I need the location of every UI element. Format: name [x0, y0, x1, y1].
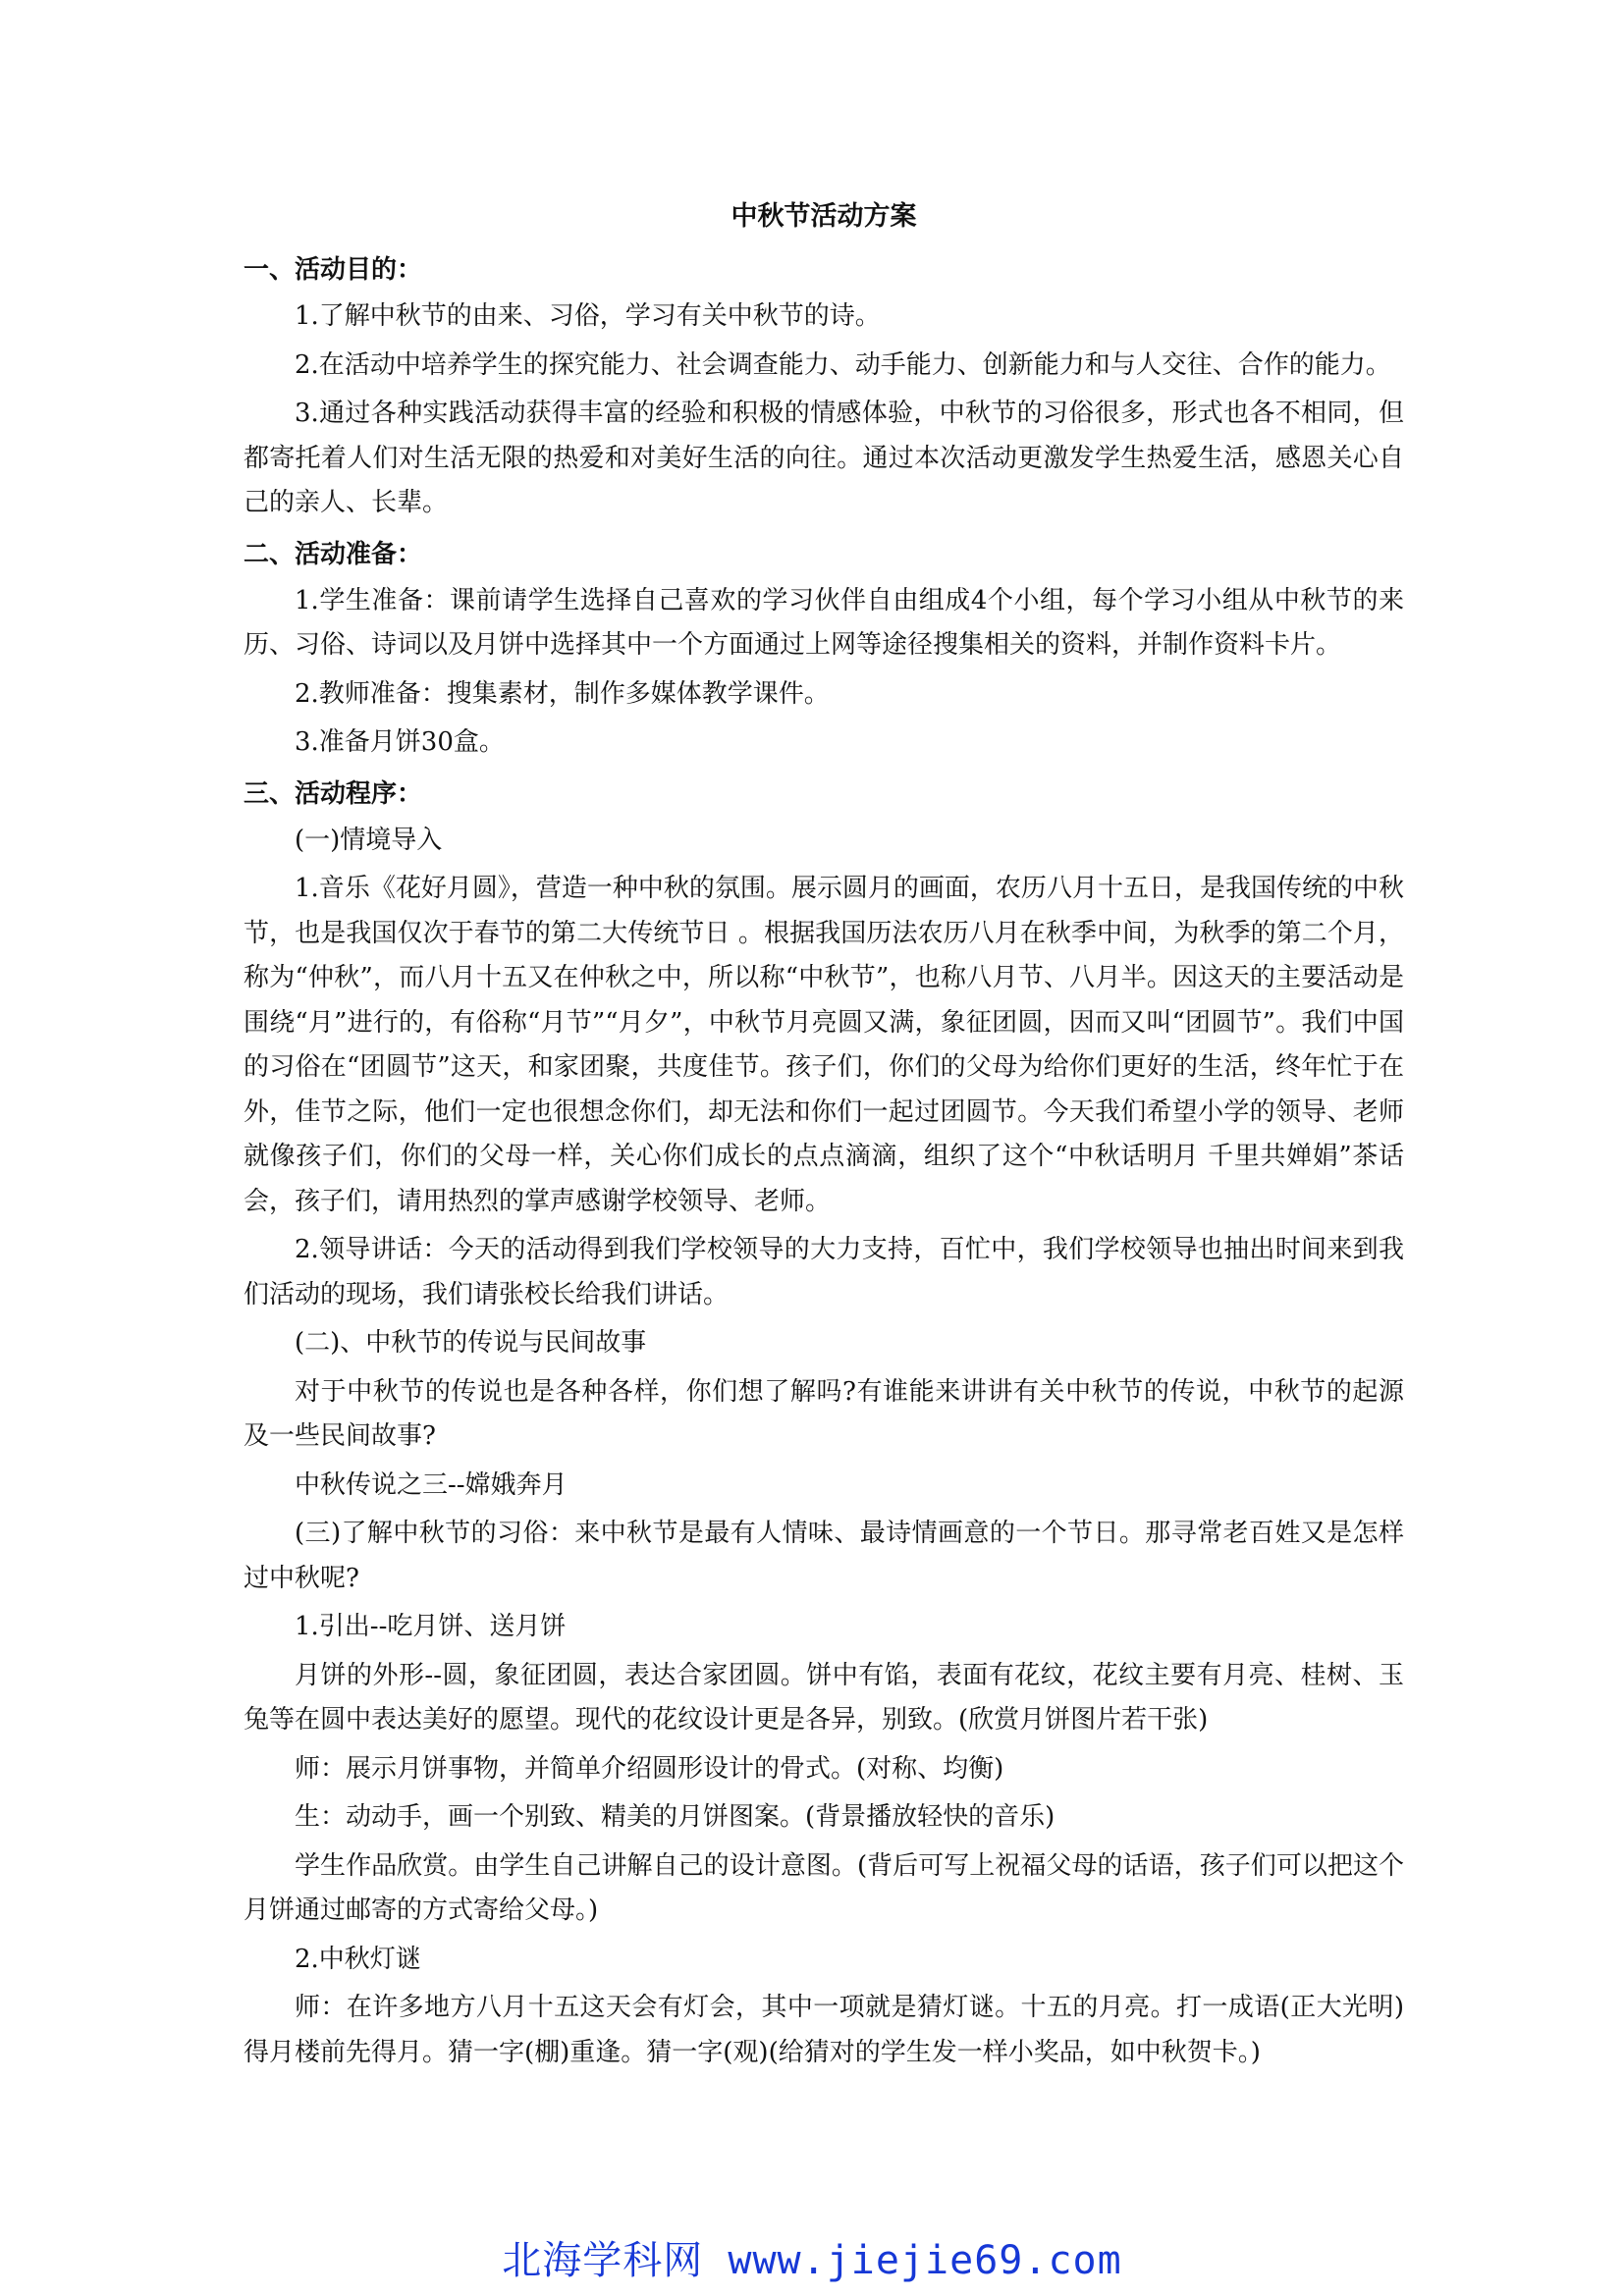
- paragraph: 中秋传说之三--嫦娥奔月: [295, 1469, 568, 1500]
- paragraph: 师：展示月饼事物，并简单介绍圆形设计的骨式。(对称、均衡): [295, 1753, 1004, 1784]
- footer-watermark: 北海学科网 www.jiejie69.com: [502, 2238, 1122, 2283]
- paragraph: 1.引出--吃月饼、送月饼: [295, 1612, 567, 1641]
- paragraph: 生：动动手，画一个别致、精美的月饼图案。(背景播放轻快的音乐): [295, 1802, 1056, 1832]
- section-heading-purpose: 一、活动目的：: [244, 255, 423, 285]
- paragraph: 2.中秋灯谜: [295, 1944, 421, 1974]
- section-heading-procedure: 三、活动程序：: [244, 778, 423, 809]
- paragraph: 2.在活动中培养学生的探究能力、社会调查能力、动手能力、创新能力和与人交往、合作的能力。: [295, 349, 1391, 380]
- paragraph: (二)、中秋节的传说与民间故事: [295, 1328, 647, 1358]
- paragraph: 2.领导讲话：今天的活动得到我们学校领导的大力支持，百忙中，我们学校领导也抽出时间来到我们活动的现场，我们请张校长给我们讲话。: [244, 1235, 1404, 1309]
- section-heading-preparation: 二、活动准备：: [244, 539, 423, 569]
- paragraph: 师：在许多地方八月十五这天会有灯会，其中一项就是猜灯谜。十五的月亮。打一成语(正大光明)得月楼前先得月。猜一字(棚)重逢。猜一字(观)(给猜对的学生发一样小奖品，如中秋贺卡。): [244, 1993, 1404, 2067]
- paragraph: (一)情境导入: [295, 825, 443, 855]
- paragraph: 学生作品欣赏。由学生自己讲解自己的设计意图。(背后可写上祝福父母的话语，孩子们可以把这个月饼通过邮寄的方式寄给父母。): [244, 1850, 1404, 1925]
- paragraph: 月饼的外形--圆，象征团圆，表达合家团圆。饼中有馅，表面有花纹，花纹主要有月亮、桂树、玉兔等在圆中表达美好的愿望。现代的花纹设计更是各异，别致。(欣赏月饼图片若干张): [244, 1660, 1404, 1735]
- document-body: [244, 192, 1404, 2079]
- paragraph: 3.通过各种实践活动获得丰富的经验和积极的情感体验，中秋节的习俗很多，形式也各不相同，但都寄托着人们对生活无限的热爱和对美好生活的向往。通过本次活动更激发学生热爱生活，感恩关心自己的亲人、长辈。: [244, 399, 1404, 517]
- paragraph: 3.准备月饼30盒。: [295, 727, 505, 757]
- document-title: 中秋节活动方案: [731, 201, 917, 232]
- paragraph: 对于中秋节的传说也是各种各样，你们想了解吗?有谁能来讲讲有关中秋节的传说，中秋节的起源及一些民间故事?: [244, 1376, 1404, 1451]
- paragraph: 2.教师准备：搜集素材，制作多媒体教学课件。: [295, 678, 830, 709]
- paragraph: 1.音乐《花好月圆》，营造一种中秋的氛围。展示圆月的画面，农历八月十五日，是我国传统的中秋节，也是我国仅次于春节的第二大传统节日 。根据我国历法农历八月在秋季中间，为秋季的第二个月，称为“仲秋”，而八月十五又在仲秋之中，所以称“中秋节”，也称八月节、八月半。因这天的主要活动是围绕“月”进行的，有俗称“月节”“月夕”，中秋节月亮圆又满，象征团圆，因而又叫“团圆节”。我们中国的习俗在“团圆节”这天，和家团聚，共度佳节。孩子们，你们的父母为给你们更好的生活，终年忙于在外，佳节之际，他们一定也很想念你们，却无法和你们一起过团圆节。今天我们希望小学的领导、老师就像孩子们，你们的父母一样，关心你们成长的点点滴滴，组织了这个“中秋话明月 千里共婵娟”茶话会，孩子们，请用热烈的掌声感谢学校领导、老师。: [244, 874, 1404, 1216]
- paragraph: 1.了解中秋节的由来、习俗，学习有关中秋节的诗。: [295, 301, 881, 331]
- paragraph: 1.学生准备：课前请学生选择自己喜欢的学习伙伴自由组成4个小组，每个学习小组从中秋节的来历、习俗、诗词以及月饼中选择其中一个方面通过上网等途径搜集相关的资料，并制作资料卡片。: [244, 585, 1404, 660]
- paragraph: (三)了解中秋节的习俗：来中秋节是最有人情味、最诗情画意的一个节日。那寻常老百姓又是怎样过中秋呢?: [244, 1519, 1404, 1593]
